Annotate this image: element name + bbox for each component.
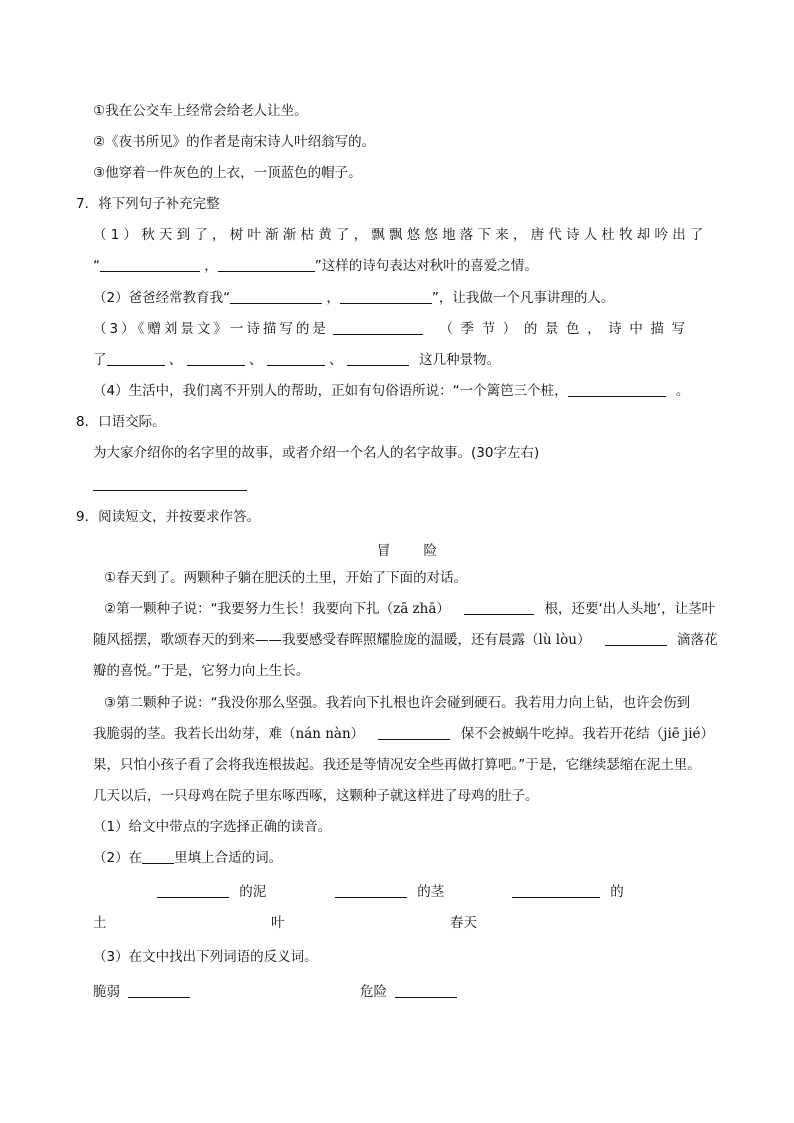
q7-part4-head: （4）生活中，我们离不开别人的帮助，正如有句俗语所说：“一个篱笆三个桩， (93, 383, 568, 399)
antonym-1 (93, 982, 190, 1002)
q9-sub-1: （1）给文中带点的字选择正确的读音。 (93, 819, 332, 835)
blank-poem-line-1[interactable] (100, 257, 200, 272)
antonym-2 (360, 982, 457, 1002)
open-quote: “ (93, 258, 100, 274)
q7-part2 (93, 288, 614, 308)
blank-scene-1[interactable] (107, 351, 165, 366)
q7-part1-line2 (93, 256, 538, 276)
article-title (377, 541, 437, 561)
q7-part2-tail: ”，让我做一个凡事讲理的人。 (431, 290, 615, 306)
q9-sub-2-tail: 里填上合适的词。 (174, 850, 283, 866)
q7-part3-le: 了 (93, 352, 107, 368)
q9-sub-3: （3）在文中找出下列词语的反义词。 (93, 949, 318, 965)
q8-answer-line[interactable] (93, 490, 247, 491)
fill-1-tail: 的泥 (239, 884, 267, 900)
q7-part4 (93, 381, 689, 401)
q7-part3-mid: （季节）的景色，诗中描写 (439, 321, 693, 337)
q7-title: 7．将下列句子补充完整 (76, 196, 220, 212)
blank-scene-2[interactable] (187, 351, 245, 366)
q7-part1-text: （1）秋天到了，树叶渐渐枯黄了，飘飘悠悠地落下来，唐代诗人杜牧却吟出了 (93, 227, 708, 243)
article-title-char-2: 险 (423, 543, 437, 559)
comma: ， (204, 258, 218, 274)
para-3-line-1: ③第二颗种子说：“我没你那么坚强。我若向下扎根也许会碰到硬石。我若用力向上钻，也许会伤到 (104, 695, 691, 711)
separator: 、 (328, 352, 343, 368)
blank-para3-1[interactable] (378, 725, 450, 740)
blank-fill-1[interactable] (157, 883, 229, 898)
antonym-2-word: 危险 (360, 984, 387, 1000)
q9-title: 9．阅读短文，并按要求作答。 (76, 509, 261, 525)
article-title-char-1: 冒 (377, 543, 391, 559)
fill-2-tail: 的茎 (417, 884, 445, 900)
paren: ） (436, 601, 450, 617)
separator: 、 (168, 352, 183, 368)
antonym-1-word: 脆弱 (93, 984, 120, 1000)
para-2-line-3: 瓣的喜悦。”于是，它努力向上生长。 (93, 663, 310, 679)
pinyin-option: lù lòu (538, 632, 577, 648)
blank-scene-3[interactable] (267, 351, 325, 366)
para-3-line-4: 几天以后，一只母鸡在院子里东啄西啄，这颗种子就这样进了母鸡的肚子。 (93, 788, 539, 804)
pinyin-option: zā zhā (393, 601, 437, 617)
blank-saying-2[interactable] (340, 289, 432, 304)
q7-part4-tail: 。 (675, 383, 690, 399)
fill-1-wrap: 土 (93, 915, 107, 931)
q6-sentence-3: ③他穿着一件灰色的上衣，一顶蓝色的帽子。 (93, 165, 362, 181)
para-2-text: 随风摇摆，歌颂春天的到来——我要感受春晖照耀脸庞的温暖，还有晨露（ (93, 632, 539, 648)
paren: ） (700, 726, 715, 742)
q7-part1-line1 (93, 225, 718, 245)
para-3-line-2 (93, 724, 714, 744)
pinyin-option: nán nàn (295, 726, 351, 742)
q7-part2-head: （2）爸爸经常教育我“ (93, 290, 231, 306)
fill-item-3 (512, 882, 624, 902)
blank-proverb[interactable] (568, 382, 666, 397)
para-2-text: 滴落花 (677, 632, 718, 648)
para-2-text: 根，还要‘出人头地’，让茎叶 (544, 601, 716, 617)
fill-2-wrap: 叶 (271, 915, 285, 931)
blank-season[interactable] (333, 320, 423, 335)
q7-part3-line2 (93, 350, 500, 370)
q7-part1-tail: ”这样的诗句表达对秋叶的喜爱之情。 (314, 258, 538, 274)
comma: ， (326, 290, 340, 306)
blank-scene-4[interactable] (347, 351, 409, 366)
para-2-line-1 (104, 599, 715, 619)
blank-fill-3[interactable] (512, 883, 600, 898)
para-2-line-2 (93, 630, 718, 650)
paren: ） (350, 726, 365, 742)
para-3-text: 保不会被蜗牛吃掉。我若开花结（ (460, 726, 664, 742)
q6-sentence-1: ①我在公交车上经常会给老人让坐。 (93, 103, 308, 119)
q8-title: 8．口语交际。 (76, 414, 166, 430)
blank-poem-line-2[interactable] (218, 257, 315, 272)
blank-antonym-2[interactable] (395, 983, 457, 998)
fill-item-1 (157, 882, 266, 902)
q7-part3-head: （3）《赠刘景文》一诗描写的是 (93, 321, 329, 337)
pinyin-option: jiē jié (663, 726, 701, 742)
q7-part3-line1 (93, 319, 718, 339)
q8-prompt: 为大家介绍你的名字里的故事，或者介绍一个名人的名字故事。(30字左右) (93, 445, 540, 461)
blank-para2-2[interactable] (605, 631, 667, 646)
blank-fill-2[interactable] (335, 883, 407, 898)
separator: 、 (248, 352, 263, 368)
fill-3-tail: 的 (610, 884, 624, 900)
paren: ） (576, 632, 591, 648)
para-3-line-3: 果，只怕小孩子看了会将我连根拔起。我还是等情况安全些再做打算吧。”于是，它继续瑟缩在泥土里。 (93, 757, 701, 773)
blank-saying-1[interactable] (230, 289, 322, 304)
q6-sentence-2: ②《夜书所见》的作者是南宋诗人叶绍翁写的。 (93, 134, 376, 150)
para-1: ①春天到了。两颗种子躺在肥沃的土里，开始了下面的对话。 (104, 570, 468, 586)
fill-3-wrap: 春天 (450, 915, 477, 931)
para-3-text: 我脆弱的茎。我若长出幼芽，难（ (93, 726, 296, 742)
blank-para2-1[interactable] (464, 600, 534, 615)
q7-part3-tail: 这几种景物。 (419, 352, 501, 368)
q9-sub-2 (93, 848, 282, 868)
blank-antonym-1[interactable] (128, 983, 190, 998)
fill-item-2 (335, 882, 444, 902)
para-2-text: ②第一颗种子说：“我要努力生长！我要向下扎（ (104, 601, 394, 617)
q9-sub-2-head: （2）在 (93, 850, 143, 866)
blank-sample (142, 849, 174, 864)
